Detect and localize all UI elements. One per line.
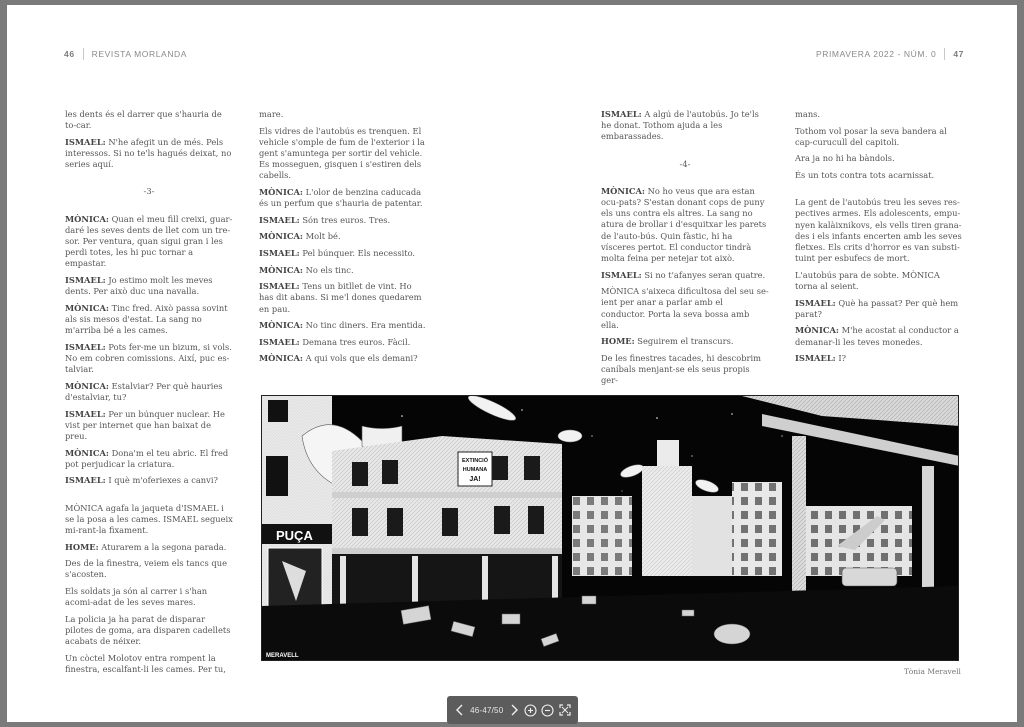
issue-title: PRIMAVERA 2022 - NÚM. 0 (815, 49, 937, 59)
paragraph-text: Pots fer-me un bizum, si vols. No em cobren comissions. Així, puc es-talviar. (65, 341, 232, 375)
dialogue-line (259, 265, 427, 276)
dialogue-line (795, 325, 963, 347)
paragraph-text: Des de la finestra, veiem els tancs que s'acosten. (65, 558, 227, 580)
dialogue-line (601, 109, 769, 143)
dialogue-line (601, 186, 769, 264)
stage-direction (65, 503, 233, 537)
paragraph-text: Tinc fred. Això passa sovint als sis mesos d'estat. La sang no m'arriba bé a les cames. (65, 302, 228, 336)
scene-number: -4- (679, 158, 691, 169)
header-divider (944, 48, 945, 60)
paragraph-text: Ara ja no hi ha bàndols. (795, 153, 895, 164)
paragraph-text: M'he acostat al conductor a demanar-li les teves monedes. (795, 325, 959, 347)
paragraph-text: Un còctel Molotov entra rompent la finestra, escalfant-li les cames. Per tu, (65, 652, 226, 674)
dialogue-line (65, 448, 233, 470)
paragraph-text: Tens un bitllet de vint. Ho has dit abans. Si me'l dones quedarem en pau. (259, 281, 422, 314)
speaker-name: MÒNICA: (65, 213, 109, 224)
header-divider (83, 48, 84, 60)
dialogue-line (65, 303, 233, 337)
paragraph-text: La gent de l'autobús treu les seves res-pectives armes. Els adolescents, empu-nyen kalàixnikovs, els vells tiren grana-des i els infants encerten amb les seves fletxes. Els crits d'horror es van substi-tuint per esbufecs de mort. (795, 197, 962, 264)
paragraph-text: MÒNICA s'aixeca dificultosa del seu se-ient per anar a parlar amb el conductor. Porta la seva bossa amb ella. (601, 286, 769, 330)
paragraph-text: Si no t'afanyes seran quatre. (641, 269, 766, 280)
paragraph-text: No els tinc. (302, 264, 354, 275)
viewer-toolbar (447, 696, 578, 724)
speaker-name: ISMAEL: (65, 408, 106, 419)
speaker-name: MÒNICA: (259, 231, 303, 242)
page-number-right: 47 (953, 49, 964, 59)
speaker-name: MÒNICA: (601, 185, 645, 196)
paragraph-text: Els soldats ja són al carrer i s'han acomi-adat de les seves mares. (65, 586, 208, 608)
banner-line-3: JA! (469, 476, 481, 483)
speaker-name: ISMAEL: (259, 336, 300, 347)
dialogue-line (259, 248, 427, 259)
speaker-name: MÒNICA: (259, 353, 303, 364)
stage-direction (65, 558, 233, 580)
zoom-in-icon[interactable] (524, 703, 538, 717)
chevron-right-icon[interactable] (507, 703, 521, 717)
paragraph-text: Quan el meu fill creixi, guar-daré les seves dents de llet com un tre-sor. Per ventura, quan sigui gran i les perdi totes, les hi puc tornar a empastar. (65, 213, 233, 269)
paragraph-text: Molt bé. (302, 231, 341, 242)
paragraph-text: Seguirem el transcurs. (634, 336, 734, 347)
dialogue-line (65, 381, 233, 403)
text-column-4 (795, 109, 963, 370)
paragraph-text: I? (835, 353, 847, 364)
paragraph-text: L'olor de benzina caducada és un perfum que s'hauria de patentar. (259, 187, 423, 209)
stage-direction (65, 614, 233, 648)
speaker-name: MÒNICA: (259, 187, 303, 197)
banner-line-2: HUMANA (462, 467, 488, 473)
speaker-name: ISMAEL: (259, 281, 300, 292)
dialogue-line (795, 353, 963, 364)
paragraph-text: De les finestres tacades, hi descobrim caníbals menjant-se els seus propis ger- (601, 353, 761, 386)
paragraph-text: MÒNICA agafa la jaqueta d'ISMAEL i se la posa a les cames. ISMAEL segueix mi-rant-la fixament. (65, 502, 233, 536)
running-head-left (64, 48, 187, 60)
speaker-name: MÒNICA: (65, 380, 109, 391)
dialogue-line (65, 275, 233, 297)
stage-direction (795, 270, 963, 292)
dialogue-line (65, 214, 233, 270)
speaker-name: MÒNICA: (65, 302, 109, 313)
dialogue-line (65, 409, 233, 443)
dialogue-line (65, 542, 233, 553)
paragraph-text: Demana tres euros. Fàcil. (299, 336, 411, 347)
page-indicator: 46-47/50 (470, 705, 504, 715)
running-head-right (816, 48, 964, 60)
text-column-1 (65, 109, 233, 681)
paragraph-text: Aturarem a la segona parada. (98, 541, 227, 552)
paragraph-text: A qui vols que els demani? (302, 353, 418, 364)
paragraph-text: És un tots contra tots acarnissat. (795, 169, 935, 180)
paragraph-text: Què ha passat? Per què hem parat? (795, 297, 959, 319)
paragraph-text: I què m'oferiexes a canvi? (105, 475, 218, 486)
dialogue-line (259, 337, 427, 348)
paragraph-text: les dents és el darrer que s'hauria de to-car. (65, 109, 222, 131)
speaker-name: HOME: (601, 336, 635, 347)
paragraph-text: N'he afegit un de més. Pels interessos. Si no te'ls hagués deixat, no series aquí. (65, 136, 232, 170)
dialogue-line (259, 281, 427, 315)
fullscreen-icon[interactable] (558, 703, 572, 717)
paragraph-text: Tothom vol posar la seva bandera al cap-curucull del capitoli. (795, 125, 947, 147)
illustration-signature: MERAVELL (266, 653, 299, 659)
stage-direction (795, 109, 963, 120)
paragraph-text: Són tres euros. Tres. (299, 214, 391, 225)
speaker-name: ISMAEL: (795, 353, 836, 364)
speaker-name: ISMAEL: (65, 341, 106, 352)
paragraph-text: Jo estimo molt les meves dents. Per això duc una navalla. (65, 275, 213, 297)
page-number-left: 46 (64, 49, 75, 59)
dialogue-line (795, 298, 963, 320)
text-column-3 (601, 109, 769, 392)
dialogue-line (259, 353, 427, 364)
dialogue-line (65, 342, 233, 376)
dialogue-line (601, 270, 769, 281)
paragraph-text: No tinc diners. Era mentida. (302, 320, 426, 331)
dialogue-line (65, 137, 233, 171)
dialogue-line (259, 215, 427, 226)
dialogue-line (601, 336, 769, 347)
speaker-name: ISMAEL: (259, 214, 300, 225)
stage-direction (795, 170, 963, 181)
stage-direction (65, 653, 233, 675)
stage-direction (259, 126, 427, 182)
illustration-drawing (262, 396, 959, 661)
chevron-left-icon[interactable] (453, 703, 467, 717)
speaker-name: ISMAEL: (65, 275, 106, 286)
paragraph-text: Estalviar? Per què hauries d'estalviar, tu? (65, 380, 223, 403)
shop-sign: PUÇA (276, 528, 313, 543)
speaker-name: ISMAEL: (601, 269, 642, 280)
paragraph-text: Dona'm el teu abric. El fred pot perjudicar la criatura. (65, 447, 229, 469)
stage-direction (795, 197, 963, 264)
speaker-name: MÒNICA: (65, 447, 109, 458)
speaker-name: MÒNICA: (259, 264, 303, 275)
speaker-name: ISMAEL: (795, 297, 836, 308)
stage-direction (795, 126, 963, 148)
dialogue-line (259, 231, 427, 242)
stage-direction (795, 153, 963, 164)
paragraph-text: mans. (795, 109, 821, 119)
paragraph-text: No ho veus que ara estan ocu-pats? S'estan donant cops de puny els uns contra els altres. La sang no atura de brollar i d'esquitxar les parets de l'auto-bús. Quin fàstic, hi ha vísceres pertot. El conductor tindrà molta feina per netejar tot això. (601, 185, 767, 264)
dialogue-line (65, 475, 233, 486)
dialogue-line (259, 320, 427, 331)
paragraph-text: Pel búnquer. Els necessito. (299, 247, 416, 258)
paragraph-text: Per un búnquer nuclear. He vist per internet que han baixat de preu. (65, 408, 225, 442)
paragraph-text: mare. (259, 109, 284, 119)
dialogue-line (259, 187, 427, 209)
speaker-name: ISMAEL: (601, 109, 642, 119)
banner-line-1: EXTINCIÓ (462, 458, 488, 464)
text-column-2 (259, 109, 427, 370)
stage-direction (601, 286, 769, 331)
stage-direction (601, 353, 769, 387)
scene-number: -3- (143, 186, 155, 197)
paragraph-text: A algú de l'autobús. Jo te'ls he donat. Tothom ajuda a les embarassades. (601, 109, 759, 142)
stage-direction (65, 109, 233, 131)
speaker-name: ISMAEL: (65, 475, 106, 486)
paragraph-text: La policia ja ha parat de disparar pilotes de goma, ara disparen cadellets acabats de néixer. (65, 613, 231, 647)
speaker-name: ISMAEL: (65, 136, 106, 147)
street-scene-illustration (261, 395, 959, 661)
magazine-spread (7, 5, 1017, 722)
magazine-title: REVISTA MORLANDA (91, 49, 188, 59)
speaker-name: MÒNICA: (259, 320, 303, 331)
paragraph-text: L'autobús para de sobte. MÒNICA torna al seient. (795, 269, 940, 291)
paragraph-text: Els vidres de l'autobús es trenquen. El vehicle s'omple de fum de l'exterior i la gent s'amuntega per sortir del vehicle. Es mosseguen, gisquen i s'estiren dels cabells. (259, 125, 425, 181)
zoom-out-icon[interactable] (541, 703, 555, 717)
speaker-name: ISMAEL: (259, 247, 300, 258)
illustration-credit: Tònia Meravell (904, 667, 961, 676)
speaker-name: HOME: (65, 541, 99, 552)
stage-direction (259, 109, 427, 120)
stage-direction (65, 586, 233, 608)
speaker-name: MÒNICA: (795, 325, 839, 336)
